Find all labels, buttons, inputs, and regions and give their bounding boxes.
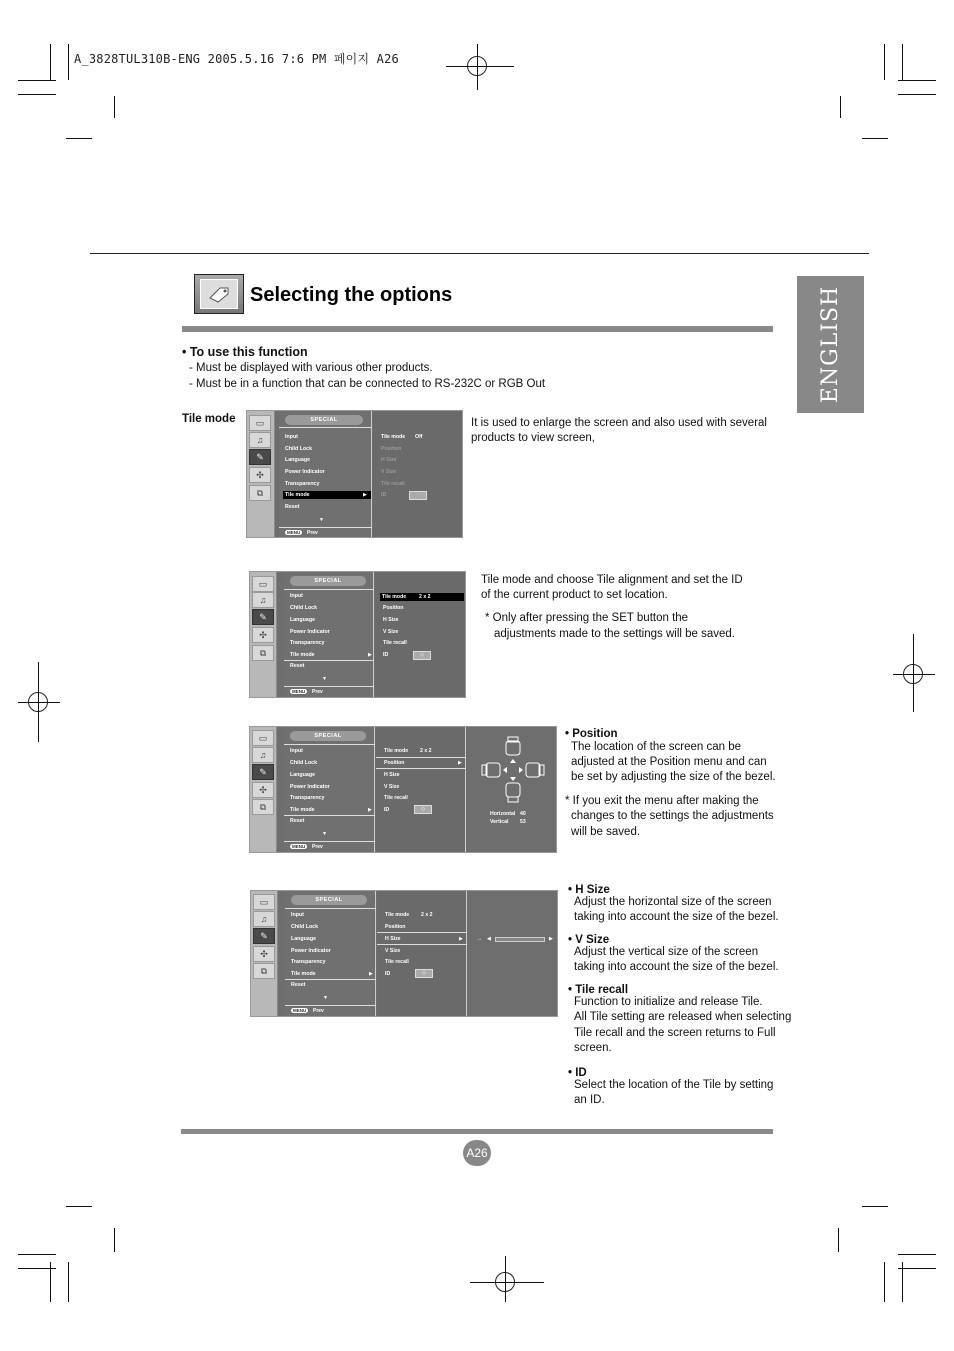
arrow-right-icon: ▶: [549, 936, 553, 942]
crop-mark: [68, 1262, 69, 1302]
language-tab: [797, 276, 864, 413]
crop-mark: [18, 80, 56, 81]
osd-submenu: [375, 572, 466, 698]
prev-label: Prev: [312, 689, 323, 695]
picture-icon: ▭: [252, 576, 274, 592]
menu-item-child-lock: Child Lock: [291, 924, 319, 930]
picture-icon: ▭: [249, 415, 271, 431]
id-heading: • ID: [568, 1067, 587, 1079]
crop-mark: [838, 1228, 839, 1252]
crop-mark: [66, 138, 92, 139]
desc2-note-line: adjustments made to the settings will be saved.: [494, 628, 735, 640]
osd-menu-title: SPECIAL: [290, 731, 366, 741]
tile-mode-value: 2 x 2: [420, 748, 432, 754]
menu-item-power-indicator: Power Indicator: [290, 784, 330, 790]
screen-icon: ✣: [252, 627, 274, 643]
sub-tile-recall: Tile recall: [383, 640, 407, 646]
crop-mark: [66, 1206, 92, 1207]
sound-icon: ♫: [253, 911, 275, 927]
desc2-line: of the current product to set location.: [481, 589, 668, 601]
sub-tile-mode: Tile mode: [385, 912, 410, 918]
hsize-panel: [469, 891, 558, 1017]
menu-item-child-lock: Child Lock: [290, 760, 318, 766]
desc2-note-line: * Only after pressing the SET button the: [485, 612, 689, 624]
arrow-right-icon: ▶: [368, 807, 372, 813]
osd-icon-strip: [250, 572, 277, 697]
section-line: - Must be displayed with various other products.: [189, 362, 433, 374]
id-box: ◇: [415, 969, 433, 978]
vsize-line: Adjust the vertical size of the screen: [574, 946, 759, 958]
pip-icon: ⧉: [252, 799, 274, 815]
tile-mode-value: 2 x 2: [419, 594, 431, 600]
section-heading: • To use this function: [182, 345, 308, 359]
vsize-heading: • V Size: [568, 934, 610, 946]
osd-menu: [284, 727, 375, 853]
pip-icon: ⧉: [249, 485, 271, 501]
menu-item-reset: Reset: [290, 663, 305, 669]
sub-id: ID: [385, 971, 391, 977]
arrow-right-icon: ▶: [363, 492, 367, 498]
osd-menu-title: SPECIAL: [285, 415, 363, 425]
position-arrows-icon: [468, 727, 557, 807]
crop-mark: [898, 94, 936, 95]
hsize-icon: ↔: [477, 936, 482, 942]
sub-tile-mode: Tile mode: [380, 593, 464, 601]
sub-v-size: V Size: [385, 948, 401, 954]
bottom-rule: [181, 1129, 773, 1134]
top-rule: [90, 253, 869, 254]
tag-icon: [194, 274, 244, 314]
osd-menu: [285, 891, 376, 1017]
menu-item-child-lock: Child Lock: [290, 605, 318, 611]
menu-item-transparency: Transparency: [290, 640, 325, 646]
crop-mark: [50, 44, 51, 80]
horizontal-value: 40: [520, 811, 526, 817]
arrow-down-icon: ▼: [322, 676, 327, 682]
crop-mark: [18, 94, 56, 95]
menu-button-icon: MENU: [292, 689, 306, 694]
title-underline: [182, 326, 773, 332]
sub-tile-mode: Tile mode: [381, 434, 406, 440]
hsize-heading: • H Size: [568, 884, 610, 896]
sound-icon: ♫: [252, 592, 274, 608]
special-icon: ✎: [249, 449, 271, 465]
prev-label: Prev: [307, 530, 318, 536]
crop-mark: [902, 1262, 903, 1302]
osd-screenshot-4: [250, 890, 558, 1017]
sub-position: Position: [383, 605, 404, 611]
sub-position: Position: [381, 446, 402, 452]
menu-item-reset: Reset: [290, 818, 305, 824]
position-note-line: changes to the settings the adjustments: [571, 810, 774, 822]
sub-h-size: H Size: [381, 457, 397, 463]
pip-icon: ⧉: [252, 645, 274, 661]
desc2-line: Tile mode and choose Tile alignment and set the ID: [481, 574, 743, 586]
page-title: Selecting the options: [250, 284, 453, 306]
tile-mode-value: Off: [415, 434, 423, 440]
hsize-line: taking into account the size of the bezel.: [574, 911, 779, 923]
menu-item-child-lock: Child Lock: [285, 446, 313, 452]
menu-item-reset: Reset: [291, 982, 306, 988]
position-heading: • Position: [565, 728, 618, 740]
crop-mark: [114, 96, 115, 118]
menu-item-reset: Reset: [285, 504, 300, 510]
section-line: - Must be in a function that can be connected to RS-232C or RGB Out: [189, 378, 546, 390]
menu-item-language: Language: [285, 457, 311, 463]
position-line: The location of the screen can be: [571, 741, 742, 753]
menu-button-icon: MENU: [292, 844, 306, 849]
sound-icon: ♫: [249, 432, 271, 448]
osd-submenu: [376, 727, 466, 853]
menu-item-tile-mode: Tile mode: [290, 807, 315, 813]
tile-recall-heading: • Tile recall: [568, 984, 629, 996]
sub-v-size: V Size: [384, 784, 400, 790]
osd-submenu: [373, 411, 463, 538]
vertical-value: 53: [520, 819, 526, 825]
arrow-down-icon: ▼: [322, 831, 327, 837]
arrow-left-icon: ◀: [487, 936, 491, 942]
sub-tile-recall: Tile recall: [385, 959, 409, 965]
position-line: be set by adjusting the size of the bezel.: [571, 771, 776, 783]
menu-item-input: Input: [290, 748, 303, 754]
picture-icon: ▭: [253, 894, 275, 910]
language-tab-label: ENGLISH: [818, 285, 844, 404]
tile-mode-label: Tile mode: [182, 413, 236, 425]
crop-mark: [114, 1228, 115, 1252]
menu-item-language: Language: [290, 772, 316, 778]
sub-position: Position: [384, 760, 405, 766]
sub-tile-recall: Tile recall: [381, 481, 405, 487]
sub-id: ID: [384, 807, 390, 813]
screen-icon: ✣: [253, 946, 275, 962]
crop-mark: [68, 44, 69, 80]
prev-label: Prev: [313, 1008, 324, 1014]
page-number: A26: [463, 1140, 491, 1166]
sub-v-size: V Size: [381, 469, 397, 475]
crop-mark: [50, 1262, 51, 1302]
osd-icon-strip: [251, 891, 278, 1016]
osd-menu-title: SPECIAL: [290, 576, 366, 586]
registration-mark: [505, 1256, 506, 1302]
menu-item-power-indicator: Power Indicator: [285, 469, 325, 475]
menu-item-tile-mode: Tile mode: [283, 491, 371, 499]
sub-tile-mode: Tile mode: [384, 748, 409, 754]
menu-item-power-indicator: Power Indicator: [290, 629, 330, 635]
sub-id: ID: [383, 652, 389, 658]
position-note-line: will be saved.: [571, 826, 641, 838]
osd-screenshot-2: [249, 571, 466, 698]
id-line: an ID.: [574, 1094, 605, 1106]
id-box: ◇: [413, 651, 431, 660]
registration-mark: [446, 66, 514, 67]
screen-icon: ✣: [249, 467, 271, 483]
crop-mark: [902, 44, 903, 80]
crop-mark: [898, 1268, 936, 1269]
arrow-right-icon: ▶: [459, 936, 463, 942]
arrow-right-icon: ▶: [458, 760, 462, 766]
hsize-slider: [495, 937, 545, 942]
crop-mark: [862, 138, 888, 139]
tile-recall-line: Function to initialize and release Tile.: [574, 996, 763, 1008]
menu-item-input: Input: [290, 593, 303, 599]
tile-recall-line: screen.: [574, 1042, 612, 1054]
print-header: A_3828TUL310B-ENG 2005.5.16 7:6 PM 페이지 A26: [74, 52, 399, 66]
crop-mark: [884, 44, 885, 80]
menu-item-input: Input: [285, 434, 298, 440]
osd-screenshot-3: [249, 726, 557, 853]
menu-item-transparency: Transparency: [291, 959, 326, 965]
menu-item-input: Input: [291, 912, 304, 918]
crop-mark: [18, 1254, 56, 1255]
arrow-right-icon: ▶: [368, 652, 372, 658]
menu-button-icon: MENU: [287, 530, 301, 535]
osd-submenu: [377, 891, 467, 1017]
arrow-right-icon: ▶: [369, 971, 373, 977]
osd-menu: [284, 572, 374, 698]
position-note-line: * If you exit the menu after making the: [565, 795, 759, 807]
arrow-down-icon: ▼: [319, 517, 324, 523]
arrow-down-icon: ▼: [323, 995, 328, 1001]
registration-mark: [38, 662, 39, 742]
picture-icon: ▭: [252, 730, 274, 746]
registration-mark: [477, 44, 478, 90]
crop-mark: [898, 1254, 936, 1255]
menu-item-language: Language: [291, 936, 317, 942]
osd-screenshot-1: [246, 410, 463, 538]
osd-menu: [279, 411, 372, 538]
tile-recall-line: Tile recall and the screen returns to Full: [574, 1027, 776, 1039]
osd-icon-strip: [247, 411, 275, 537]
registration-mark: [18, 702, 60, 703]
desc1-line: products to view screen,: [471, 432, 596, 444]
sub-v-size: V Size: [383, 629, 399, 635]
vertical-label: Vertical: [490, 819, 509, 825]
menu-button-icon: MENU: [293, 1008, 307, 1013]
desc1-line: It is used to enlarge the screen and also used with several: [471, 417, 767, 429]
special-icon: ✎: [252, 609, 274, 625]
sub-id: ID: [381, 492, 387, 498]
sub-tile-recall: Tile recall: [384, 795, 408, 801]
pip-icon: ⧉: [253, 963, 275, 979]
menu-item-power-indicator: Power Indicator: [291, 948, 331, 954]
position-panel: [468, 727, 557, 853]
registration-mark: [470, 1282, 544, 1283]
registration-mark: [893, 674, 935, 675]
id-line: Select the location of the Tile by setting: [574, 1079, 774, 1091]
sub-h-size: H Size: [384, 772, 400, 778]
menu-item-tile-mode: Tile mode: [291, 971, 316, 977]
osd-menu-title: SPECIAL: [291, 895, 367, 905]
menu-item-language: Language: [290, 617, 316, 623]
tile-mode-value: 2 x 2: [421, 912, 433, 918]
special-icon: ✎: [252, 764, 274, 780]
menu-item-transparency: Transparency: [290, 795, 325, 801]
id-box: [409, 491, 427, 500]
prev-label: Prev: [312, 844, 323, 850]
horizontal-label: Horizontal: [490, 811, 516, 817]
crop-mark: [884, 1262, 885, 1302]
position-line: adjusted at the Position menu and can: [571, 756, 767, 768]
osd-icon-strip: [250, 727, 277, 852]
vsize-line: taking into account the size of the bezel.: [574, 961, 779, 973]
screen-icon: ✣: [252, 782, 274, 798]
registration-mark: [913, 634, 914, 712]
sub-h-size: H Size: [385, 936, 401, 942]
crop-mark: [840, 96, 841, 118]
crop-mark: [898, 80, 936, 81]
hsize-line: Adjust the horizontal size of the screen: [574, 896, 772, 908]
menu-item-tile-mode: Tile mode: [290, 652, 315, 658]
special-icon: ✎: [253, 928, 275, 944]
crop-mark: [862, 1206, 888, 1207]
sub-h-size: H Size: [383, 617, 399, 623]
sound-icon: ♫: [252, 747, 274, 763]
id-box: ◇: [414, 805, 432, 814]
sub-position: Position: [385, 924, 406, 930]
menu-item-transparency: Transparency: [285, 481, 320, 487]
tile-recall-line: All Tile setting are released when selecting: [574, 1011, 792, 1023]
